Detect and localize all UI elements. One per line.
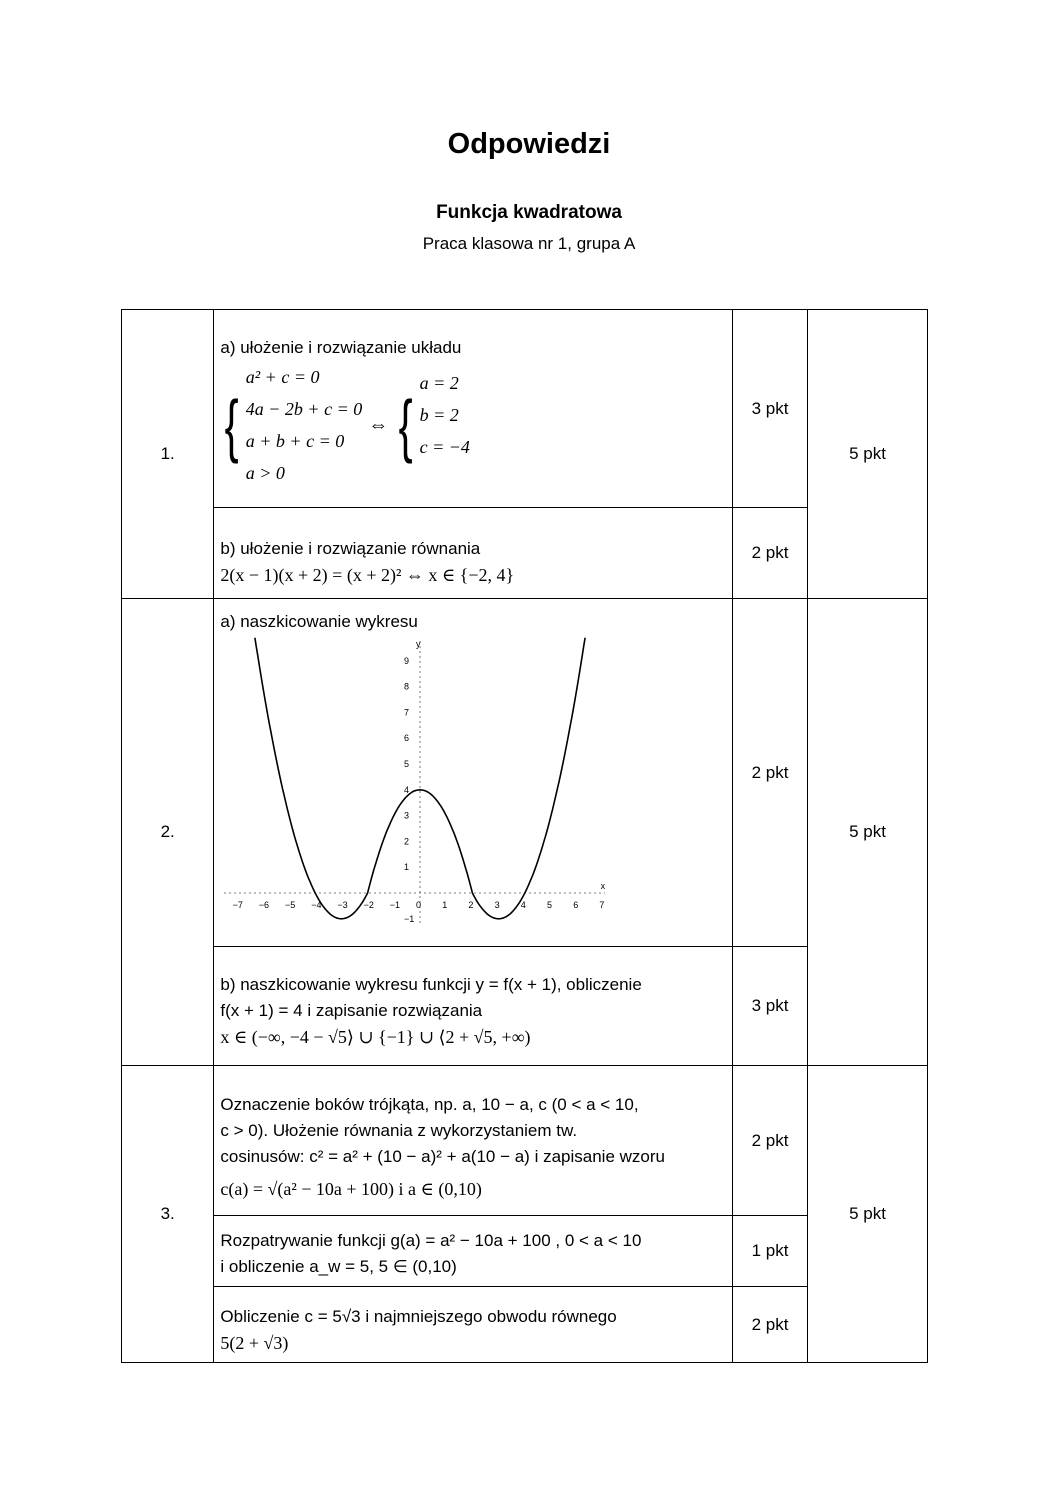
task-description [214, 1216, 733, 1287]
table-row [122, 310, 928, 508]
text-line: b) naszkicowanie wykresu funkcji y = f(x + 1), obliczenie [220, 975, 642, 994]
test-label: Praca klasowa nr 1, grupa A [422, 234, 636, 253]
part-label: a) ułożenie i rozwiązanie układu [220, 337, 462, 357]
equation: a > 0 [245, 462, 285, 483]
y-tick-label: 7 [404, 706, 410, 717]
y-tick-label: 8 [404, 681, 410, 692]
y-tick-label: −1 [404, 913, 415, 924]
total-points: 5 pkt [807, 1066, 927, 1363]
x-tick-label: −3 [337, 899, 349, 910]
equation: a + b + c = 0 [245, 430, 345, 451]
x-tick-label: −5 [285, 899, 296, 910]
points: 2 pkt [733, 1066, 808, 1216]
table-row [122, 1287, 928, 1363]
brace-icon: { [398, 385, 413, 464]
x-tick-label: 0 [416, 899, 422, 910]
page-title: Odpowiedzi [447, 128, 611, 160]
x-axis-label: x [601, 880, 606, 891]
total-points: 5 pkt [807, 599, 927, 1066]
solution: a = 2 [419, 372, 459, 393]
brace-icon: { [225, 385, 240, 464]
task-description [214, 599, 733, 947]
y-tick-label: 9 [404, 655, 410, 666]
task-description [214, 947, 733, 1066]
x-tick-label: 3 [494, 899, 501, 910]
total-points: 5 pkt [807, 310, 927, 599]
formula: x ∈ (−∞, −4 − √5⟩ ∪ {−1} ∪ ⟨2 + √5, +∞) [220, 1027, 531, 1047]
function-graph [220, 635, 620, 935]
points: 3 pkt [733, 947, 808, 1066]
text-line: Obliczenie c = 5√3 i najmniejszego obwodu równego [220, 1306, 617, 1326]
formula: 2(x − 1)(x + 2) = (x + 2)² ⇔ x ∈ {−2, 4} [220, 565, 515, 585]
task-description [214, 1287, 733, 1363]
x-tick-label: 2 [468, 899, 474, 910]
text-line: i obliczenie a_w = 5, 5 ∈ (0,10) [220, 1257, 457, 1276]
equivalence-symbol: ⇔ [368, 413, 389, 436]
y-tick-label: 5 [404, 758, 410, 769]
x-tick-label: 1 [442, 899, 448, 910]
x-tick-label: 6 [573, 899, 579, 910]
task-number: 1. [122, 310, 214, 599]
x-tick-label: −1 [390, 899, 401, 910]
x-tick-label: 4 [521, 899, 527, 910]
table-row [122, 508, 928, 599]
points: 2 pkt [733, 599, 808, 947]
y-tick-label: 4 [404, 784, 410, 795]
y-tick-label: 3 [404, 810, 410, 821]
points: 2 pkt [733, 508, 808, 599]
answers-table [121, 309, 928, 1363]
x-tick-label: 5 [547, 899, 553, 910]
points: 1 pkt [733, 1216, 808, 1287]
y-axis-label: y [416, 638, 421, 649]
equation-system [220, 361, 470, 489]
y-tick-label: 2 [404, 835, 410, 846]
section-title: Funkcja kwadratowa [436, 202, 622, 223]
x-tick-label: −7 [232, 899, 244, 910]
task-description [214, 508, 733, 599]
x-tick-label: 7 [599, 899, 605, 910]
equation: a² + c = 0 [245, 366, 320, 387]
solution: b = 2 [419, 404, 459, 425]
solution: c = −4 [419, 436, 470, 457]
y-tick-label: 1 [404, 861, 410, 872]
text-line: c > 0). Ułożenie równania z wykorzystaniem tw. [220, 1120, 578, 1140]
task-number: 2. [122, 599, 214, 1066]
text-line: cosinusów: c² = a² + (10 − a)² + a(10 − a) i zapisanie wzoru [220, 1146, 665, 1166]
y-tick-label: 6 [404, 732, 410, 743]
text-line: Oznaczenie boków trójkąta, np. a, 10 − a, c (0 < a < 10, [220, 1094, 639, 1114]
points: 3 pkt [733, 310, 808, 508]
task-description [214, 310, 733, 508]
equation: 4a − 2b + c = 0 [245, 398, 363, 419]
table-row [122, 1216, 928, 1287]
x-tick-label: −6 [259, 899, 270, 910]
x-tick-label: −4 [311, 899, 322, 910]
points: 2 pkt [733, 1287, 808, 1363]
text-line: Rozpatrywanie funkcji g(a) = a² − 10a + 100 , 0 < a < 10 [220, 1231, 642, 1250]
formula: c(a) = √(a² − 10a + 100) i a ∈ (0,10) [220, 1178, 482, 1199]
part-label: a) naszkicowanie wykresu [220, 611, 418, 631]
part-label: b) ułożenie i rozwiązanie równania [220, 539, 481, 558]
x-tick-label: −2 [363, 899, 375, 910]
table-row [122, 1066, 928, 1216]
task-description [214, 1066, 733, 1216]
table-row [122, 947, 928, 1066]
formula: 5(2 + √3) [220, 1332, 289, 1353]
text-line: f(x + 1) = 4 i zapisanie rozwiązania [220, 1001, 483, 1020]
task-number: 3. [122, 1066, 214, 1363]
table-row [122, 599, 928, 947]
